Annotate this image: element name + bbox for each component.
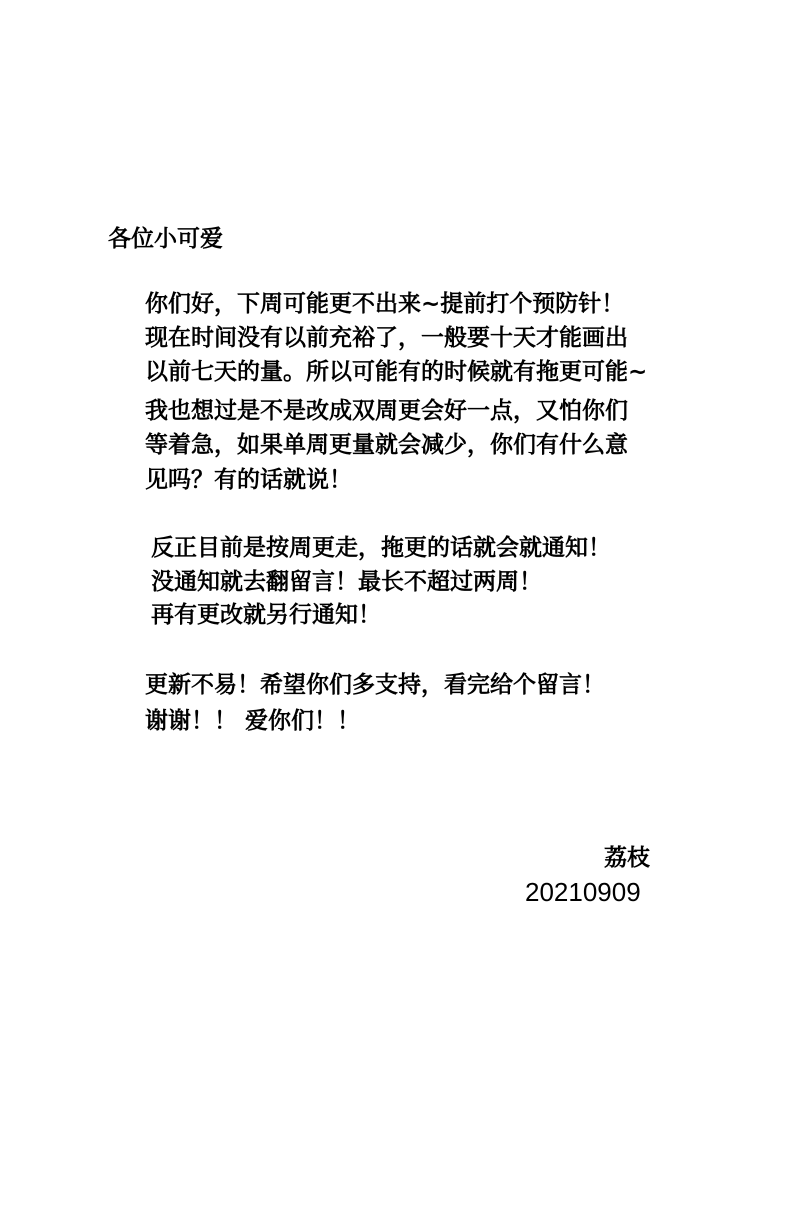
paragraph1-line-3: 以前七天的量。所以可能有的时候就有拖更可能~	[145, 359, 648, 385]
paragraph2-line-3: 再有更改就另行通知！	[151, 602, 381, 628]
paragraph1-line-6: 见吗？有的话就说！	[145, 467, 352, 493]
paragraph3-line-1: 更新不易！希望你们多支持，看完给个留言！	[145, 672, 605, 698]
paragraph2-line-1: 反正目前是按周更走，拖更的话就会就通知！	[151, 535, 611, 561]
paragraph1-line-2: 现在时间没有以前充裕了，一般要十天才能画出	[145, 325, 628, 351]
paragraph1-line-1: 你们好，下周可能更不出来~提前打个预防针！	[145, 291, 625, 317]
paragraph1-line-4: 我也想过是不是改成双周更会好一点，又怕你们	[145, 398, 628, 424]
paragraph3-line-2: 谢谢！！ 爱你们！！	[145, 708, 361, 734]
paragraph1-line-5: 等着急，如果单周更量就会减少，你们有什么意	[145, 432, 628, 458]
paragraph2-line-2: 没通知就去翻留言！最长不超过两周！	[151, 569, 542, 595]
signature: 荔枝	[604, 845, 650, 871]
greeting: 各位小可爱	[108, 226, 223, 252]
date: 20210909	[525, 877, 641, 907]
